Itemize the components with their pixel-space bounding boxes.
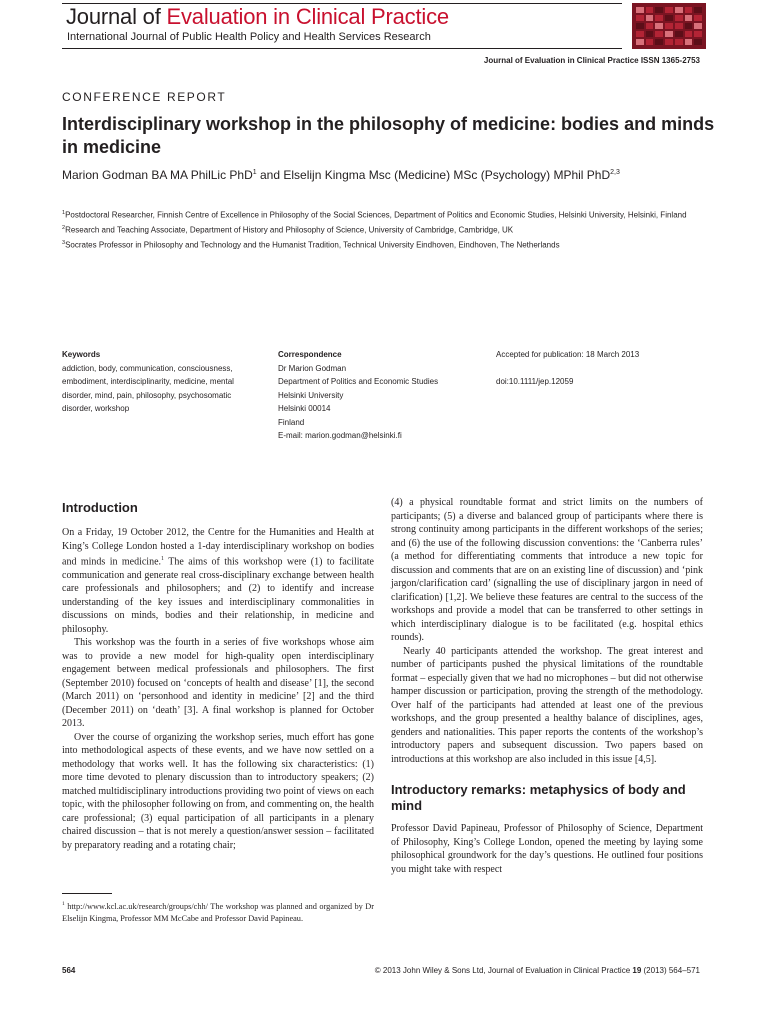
doi[interactable]: doi:10.1111/jep.12059 — [496, 377, 574, 386]
correspondence-university: Helsinki University — [278, 390, 344, 400]
author-1: Marion Godman BA MA PhilLic PhD — [62, 168, 253, 182]
paragraph: On a Friday, 19 October 2012, the Centre for the Humanities and Health at King’s College London hosted a 1-day interdisciplinary workshop on bodies and minds in medicine.$^1$ The aims of this workshop were (1) to facilitate communication and generate real cross-disciplinary exchange between health care professionals and philosophers; and (2) to identify and increase understanding of the key issues and interdisciplinary commonalities in discussions on minds, bodies and their relationship, in medicine and philosophy. — [62, 527, 374, 635]
masthead-rule-bottom — [62, 48, 622, 49]
author-2: Elselijn Kingma Msc (Medicine) MSc (Psychology) MPhil PhD — [283, 168, 611, 182]
body-left-column — [62, 500, 374, 852]
article-title: Interdisciplinary workshop in the philosophy of medicine: bodies and minds in medicine — [62, 114, 715, 157]
paragraph: Nearly 40 participants attended the workshop. The great interest and number of participants pushed the physical limitations of the roundtable format – especially given that we had no microphones – but did not otherwise hamper discussion or participation, proving the strength of the methodology. Over half of the participants had attended at least one of the previous workshops, and the group presented a healthy balance of disciplines, ages, genders and nationalities. This paper reports the contents of the workshop’s introductory papers and subsequent discussion. Two papers based on introductions at this workshop are also included in this issue [4,5]. — [391, 645, 703, 765]
affiliations — [62, 207, 722, 252]
correspondence-dept: Department of Politics and Economic Studies — [278, 377, 439, 386]
article-authors: Marion Godman BA MA PhilLic PhD$^1$ and Elselijn Kingma Msc (Medicine) MSc (Psychology) MPhil PhD$^{2,3}$ — [62, 168, 620, 182]
body-right-column — [391, 496, 703, 876]
paragraph: (4) a physical roundtable format and strict limits on the numbers of participants; (5) a diverse and balanced group of participants where there is strong continuity among participants in the different workshops of the series; and (6) the use of the following discussion conventions: the ‘Canberra rules’ (a method for differentiating comments that introduce a new topic for discussion and comments that are on an existing line of discussion) and ‘pink jargon/clarification card’ (signalling the use of disciplinary jargon in need of clarification) [1,2]. We believe these features are central to the success of the workshops and provide a model that can be transferred to other settings in which interdisciplinary dialogue is to be facilitated (e.g. hospital ethics rounds). — [391, 497, 703, 643]
page-number: 564 — [62, 966, 76, 975]
accepted-date: Accepted for publication: 18 March 2013 — [496, 350, 640, 359]
journal-masthead — [62, 3, 706, 49]
keywords-label: Keywords — [62, 350, 101, 359]
footnote: $^1$ http://www.kcl.ac.uk/research/groups/chh/ The workshop was planned and organized by Dr Elselijn Kingma, Professor MM McCabe and Professor David Papineau. — [62, 901, 374, 924]
footnote-rule — [62, 893, 112, 894]
correspondence-country: Finland — [278, 417, 305, 427]
journal-logo-icon — [632, 3, 706, 49]
affiliation-3: $^3$Socrates Professor in Philosophy and Technology and the Humanist Tradition, Technical University Eindhoven, Eindhoven, The Netherlands — [62, 240, 560, 250]
section-heading-introduction: Introduction — [62, 500, 138, 515]
paragraph: Over the course of organizing the workshop series, much effort has gone into methodological aspects of these events, and we have now settled on a methodology that works well. It has the following six characteristics: (1) more time devoted to plenary discussion than to introductory speakers; (2) matched multidisciplinary introductions providing two point of views on each topic, with the philosopher following on from, and commenting on, the health care professional; (3) equal participation of all participants in a plenary chaired discussion – that is not merely a question/answer session – facilitated by preparatory reading and a rotating chair; — [62, 731, 374, 851]
correspondence-name: Dr Marion Godman — [278, 363, 347, 373]
paragraph: Professor David Papineau, Professor of Philosophy of Science, Department of Philosophy, King’s College London, opened the meeting by laying some philosophical groundwork for the day’s questions. He outlined four positions you might take with respect — [391, 823, 703, 875]
journal-title: Journal of Evaluation in Clinical Practice — [66, 4, 449, 29]
article-type: CONFERENCE REPORT — [62, 90, 227, 104]
correspondence-block — [278, 348, 488, 443]
keywords-list: addiction, body, communication, consciousness, embodiment, interdisciplinarity, medicine, mental disorder, mind, pain, philosophy, psychosomatic disorder, workshop — [62, 363, 234, 413]
paragraph: This workshop was the fourth in a series of five workshops whose aim was to provide a new model for high-quality open interdisciplinary engagement between medical professionals and philosophers. The first (September 2010) focused on ‘concepts of health and disease’ [1], the second (March 2011) on ‘personhood and identity in medicine’ [2] and the third (December 2011) on ‘death’ [3]. A final workshop is planned for October 2013. — [62, 637, 374, 730]
affiliation-2: $^2$Research and Teaching Associate, Department of History and Philosophy of Science, University of Cambridge, Cambridge, UK — [62, 225, 514, 235]
keywords-block — [62, 348, 262, 416]
affiliation-1: $^1$Postdoctoral Researcher, Finnish Centre of Excellence in Philosophy of the Social Sciences, Department of Politics and Economic Studies, Helsinki University, Helsinki, Finland — [62, 210, 687, 220]
correspondence-city: Helsinki 00014 — [278, 404, 331, 413]
correspondence-email[interactable]: E-mail: marion.godman@helsinki.fi — [278, 431, 402, 440]
footnote-marker[interactable]: 1 — [161, 556, 165, 562]
section-heading-introductory-remarks: Introductory remarks: metaphysics of body and mind — [391, 782, 686, 813]
publication-info — [496, 348, 716, 389]
journal-subtitle: International Journal of Public Health Policy and Health Services Research — [67, 31, 431, 43]
correspondence-label: Correspondence — [278, 350, 342, 359]
copyright-line: © 2013 John Wiley & Sons Ltd, Journal of Evaluation in Clinical Practice 19 (2013) 564–571 — [374, 966, 700, 975]
issn-line: Journal of Evaluation in Clinical Practice ISSN 1365-2753 — [483, 56, 700, 65]
